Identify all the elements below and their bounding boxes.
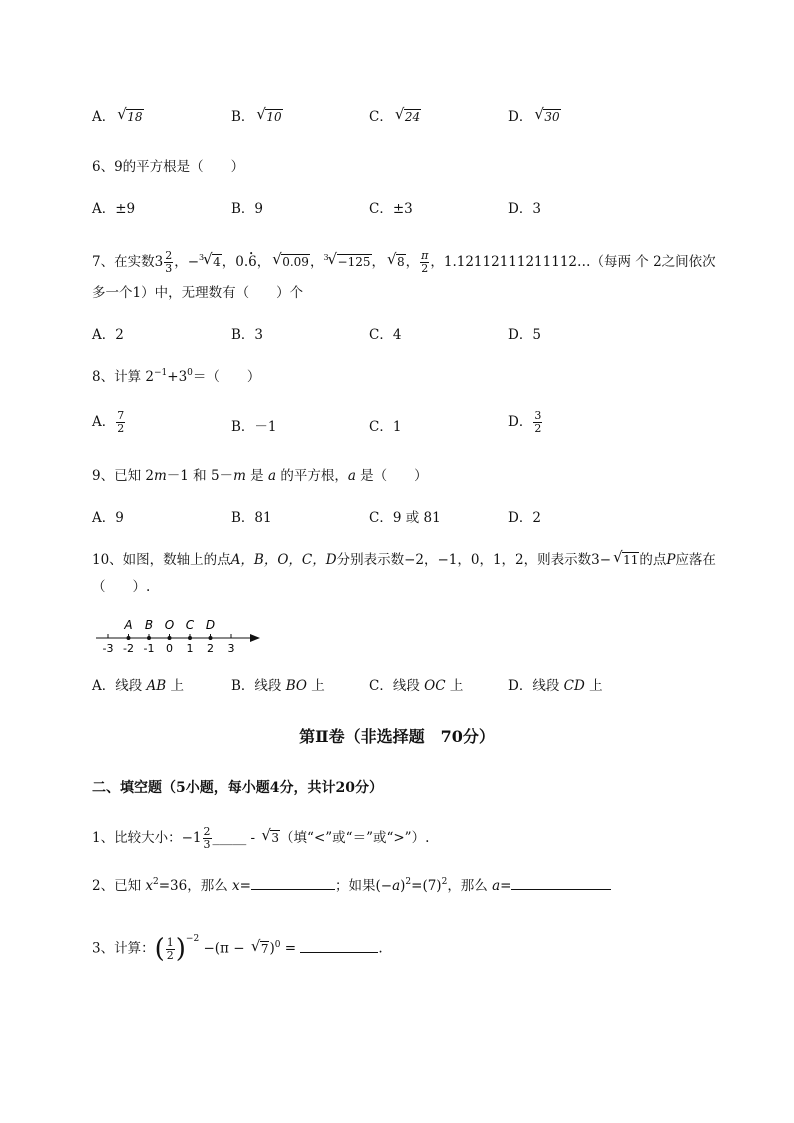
axis-tick-label: -1 xyxy=(143,642,155,655)
axis-point xyxy=(127,636,131,640)
axis-point-label: O xyxy=(164,618,175,632)
q8-option-c: C．1 xyxy=(369,419,402,435)
answer-blank-calc xyxy=(300,940,378,953)
q5-option-d: D． √ 30 xyxy=(508,105,560,125)
q10-option-d: D．线段 CD 上 xyxy=(508,678,603,694)
arrow-right-icon xyxy=(250,634,260,642)
axis-point xyxy=(188,636,192,640)
axis-tick-label: 2 xyxy=(207,642,214,655)
q7-option-b: B．3 xyxy=(231,327,264,343)
q8-stem: 8、计算 $2^{-1}+3^0=$（ ） xyxy=(92,368,261,385)
q9-option-a: A．9 xyxy=(92,510,124,526)
q10-option-c: C．线段 OC 上 xyxy=(369,678,464,694)
answer-blank-a xyxy=(511,877,611,890)
answer-blank-x xyxy=(251,877,335,890)
q6-stem: 6、9的平方根是（ ） xyxy=(92,159,245,175)
fill-3: 3、计算：( $\frac{1}{2}$ )$^{-2}$ −(π − √ 7)$^0$ = . xyxy=(92,933,383,964)
q7-option-c: C．4 xyxy=(369,327,402,343)
axis-point xyxy=(209,636,213,640)
q8-option-a: A． $\frac{7}{2}$ xyxy=(92,409,125,435)
q5-option-a: A． √ 18 xyxy=(92,105,143,125)
axis-tick-label: 3 xyxy=(227,642,235,655)
q10-option-a: A．线段 AB 上 xyxy=(92,678,185,694)
section-heading: 二、填空题（5小题，每小题4分，共计20分） xyxy=(92,780,383,796)
q6-option-a: A．±9 xyxy=(92,201,136,217)
fill-1: 1、比较大小：−1 $\frac{2}{3}$ _____ - √ 3（填“<”或“＝”或“>”）. xyxy=(92,825,430,851)
axis-tick-label: -3 xyxy=(102,642,114,655)
axis-tick-label: 0 xyxy=(166,642,173,655)
q9-option-b: B．81 xyxy=(231,510,272,526)
q6-option-d: D．3 xyxy=(508,201,541,217)
number-line-figure xyxy=(92,612,272,658)
q9-stem: 9、已知 2m－1 和 5－m 是 a 的平方根，a 是（ ） xyxy=(92,468,428,484)
q6-option-c: C．±3 xyxy=(369,201,413,217)
q10-option-b: B．线段 BO 上 xyxy=(231,678,325,694)
q9-option-c: C．9 或 81 xyxy=(369,510,441,526)
q7-option-d: D．5 xyxy=(508,327,541,343)
q6-option-b: B．9 xyxy=(231,201,264,217)
q8-option-d: D． $\frac{3}{2}$ xyxy=(508,409,542,435)
axis-point-label: A xyxy=(124,618,133,632)
q5-option-c: C． √ 24 xyxy=(369,105,421,125)
axis-point xyxy=(147,636,151,640)
axis-tick-label: 1 xyxy=(186,642,194,655)
q10-stem: 10、如图，数轴上的点A，B，O，C，D分别表示数−2，−1，0，1，2，则表示数3− √ 11的点P应落在 xyxy=(92,548,716,568)
section-title: 第Ⅱ卷（非选择题 70分） xyxy=(299,727,495,746)
fill-2: 2、已知 $x^2=36$，那么 x= ；如果$(-a)^2=(7)^2$，那么 a= xyxy=(92,877,611,897)
axis-point xyxy=(168,636,172,640)
axis-point-label: B xyxy=(144,618,154,632)
q7-stem: 7、在实数3 $\frac{2}{3}$ ，−$^3$ √ 4，0.• 6， √ 0.09，$^3$ √ −125， √ 8， $\frac{\pi}{2}$ ，1.12112111211112…（每两 个 2之间依次 xyxy=(92,250,716,275)
axis-point-label: C xyxy=(185,618,195,632)
axis-tick-label: -2 xyxy=(123,642,134,655)
q5-option-b: B． √ 10 xyxy=(231,105,282,125)
axis-point-label: D xyxy=(205,618,216,632)
q7-stem-line2: 多一个1）中，无理数有（ ）个 xyxy=(92,285,304,301)
q10-stem-line2: （ ）. xyxy=(92,579,151,595)
q8-option-b: B．－1 xyxy=(231,419,277,435)
q7-option-a: A．2 xyxy=(92,327,124,343)
q9-option-d: D．2 xyxy=(508,510,541,526)
